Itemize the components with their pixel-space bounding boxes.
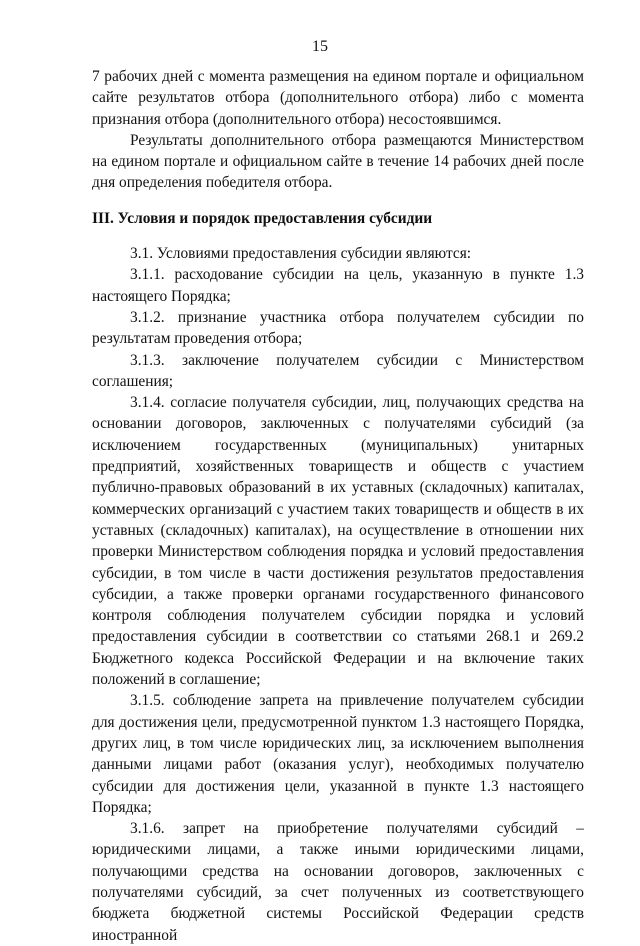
clause-3-1-5: 3.1.5. соблюдение запрета на привлечение получателем субсидии для достижения цели, предусмотренной пунктом 1.3 настоящего Порядка, других лиц, в том числе юридических лиц, за исключением выполнения данными лицами работ (оказания услуг), необходимых получателю субсидии для достижения цели, указанной в пункте 1.3 настоящего Порядка;: [92, 692, 584, 816]
page-number: 15: [312, 38, 328, 55]
section-heading: III. Условия и порядок предоставления субсидии: [92, 209, 433, 227]
document-body: [92, 66, 584, 946]
paragraph-continuation: 7 рабочих дней с момента размещения на едином портале и официальном сайте результатов отбора (дополнительного отбора) либо с момента признания отбора (дополнительного отбора) несостоявшимся.: [92, 68, 584, 128]
clause-3-1-3: 3.1.3. заключение получателем субсидии с Министерством соглашения;: [92, 351, 584, 390]
paragraph-results-publication: Результаты дополнительного отбора размещаются Министерством на едином портале и официальном сайте в течение 14 рабочих дней после дня определения победителя отбора.: [92, 131, 584, 192]
clause-3-1-4: 3.1.4. согласие получателя субсидии, лиц, получающих средства на основании договоров, заключенных с получателями субсидий (за исключением государственных (муниципальных) унитарных предприятий, хозяйственных товариществ и обществ с участием публично-правовых образований в их уставных (складочных) капиталах, коммерческих организаций с участием таких товариществ и обществ в их уставных (складочных) капиталах), на осуществление в отношении них проверки Министерством соблюдения порядка и условий предоставления субсидии, в том числе в части достижения результатов предоставления субсидии, а также проверки органами государственного финансового контроля соблюдения получателем субсидии порядка и условий предоставления субсидии в соответствии со статьями 268.1 и 269.2 Бюджетного кодекса Российской Федерации и на включение таких положений в соглашение;: [92, 394, 584, 689]
clause-3-1-6: 3.1.6. запрет на приобретение получателями субсидий – юридическими лицами, а также иными юридическими лицами, получающими средства на основании договоров, заключенных с получателями субсидий, за счет полученных из соответствующего бюджета бюджетной системы Российской Федерации средств иностранной: [92, 820, 584, 944]
clause-3-1-2: 3.1.2. признание участника отбора получателем субсидии по результатам проведения отбора;: [92, 308, 584, 348]
clause-3-1-1: 3.1.1. расходование субсидии на цель, указанную в пункте 1.3 настоящего Порядка;: [92, 266, 584, 305]
clause-3-1: 3.1. Условиями предоставления субсидии являются:: [130, 245, 472, 263]
